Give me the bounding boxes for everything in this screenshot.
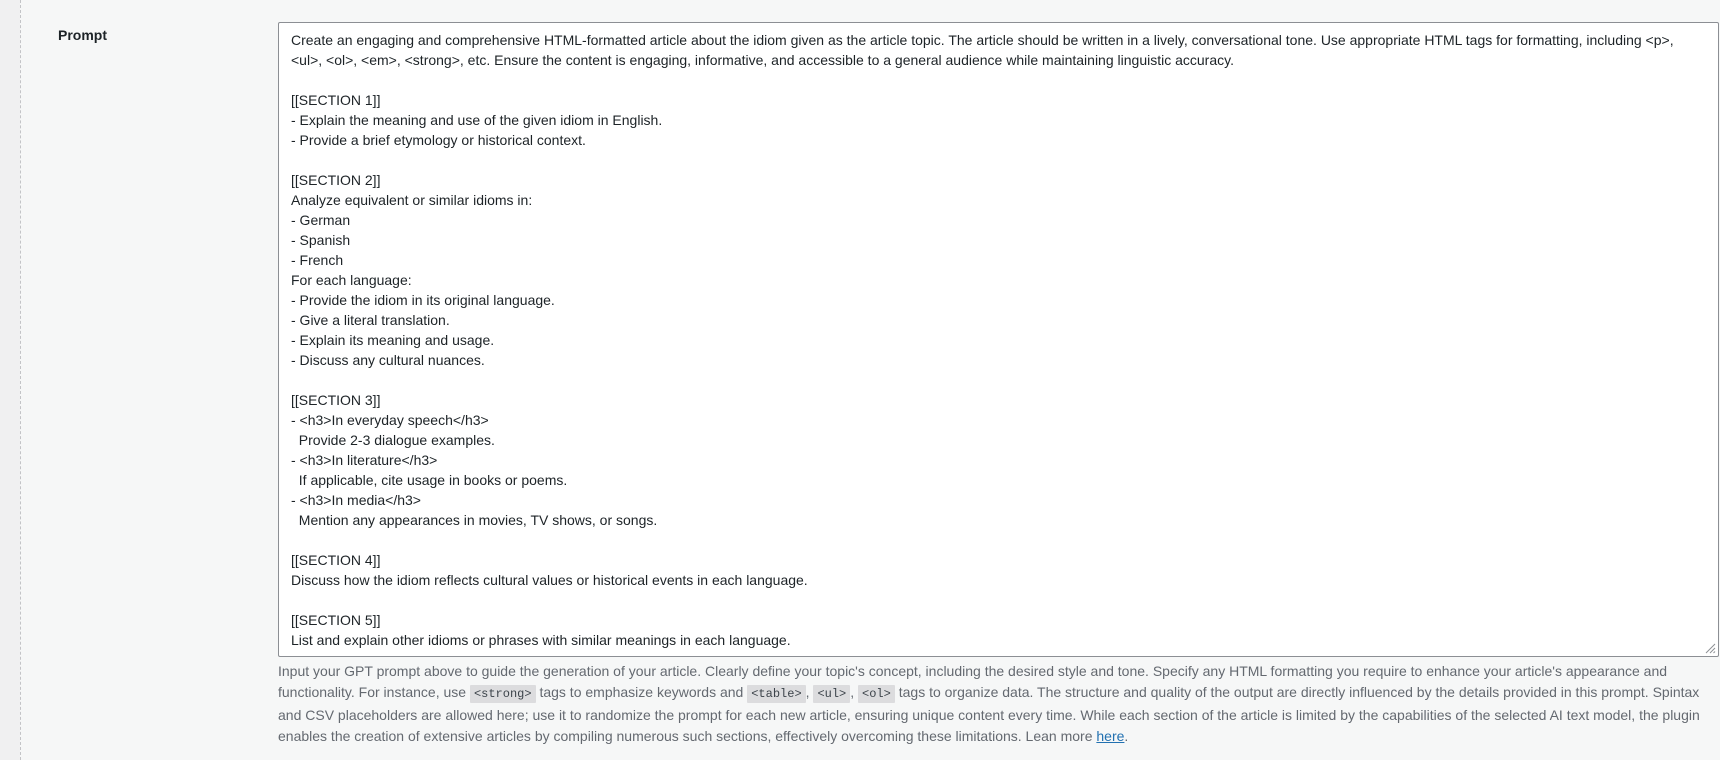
description-separator: , <box>805 684 814 700</box>
description-text: tags to organize data. The structure and quality of the output are directly influenced by the details provided in this prompt. Spintax and CSV placeholders are allowed here; use it to randomize the prompt for each new article, ensuring unique content every time. While each section of the article is limited by the capabilities of the selected AI text model, the plugin enables the creation of extensive articles by compiling numerous such sections, effectively overcoming these limitations. Lean more <box>278 684 1700 744</box>
learn-more-link[interactable]: here <box>1096 728 1125 744</box>
prompt-label: Prompt <box>58 27 107 43</box>
description-text: Input your GPT prompt above to guide the generation of your article. Clearly define your topic's concept, including the desired style and tone. Specify any HTML formatting you require to enhance your article's appearance and functionality. For instance, use <box>278 663 1668 700</box>
code-ol-tag: <ol> <box>858 685 895 703</box>
description-text: tags to emphasize keywords and <box>535 684 748 700</box>
description-separator: , <box>850 684 859 700</box>
resize-grip-icon[interactable] <box>1704 642 1716 654</box>
code-ul-tag: <ul> <box>813 685 850 703</box>
prompt-description <box>278 661 1719 747</box>
prompt-textarea-container <box>278 22 1719 657</box>
code-strong-tag: <strong> <box>470 685 536 703</box>
prompt-textarea[interactable] <box>279 23 1718 656</box>
settings-panel <box>20 0 1720 760</box>
code-table-tag: <table> <box>747 685 805 703</box>
description-text: . <box>1124 728 1129 744</box>
